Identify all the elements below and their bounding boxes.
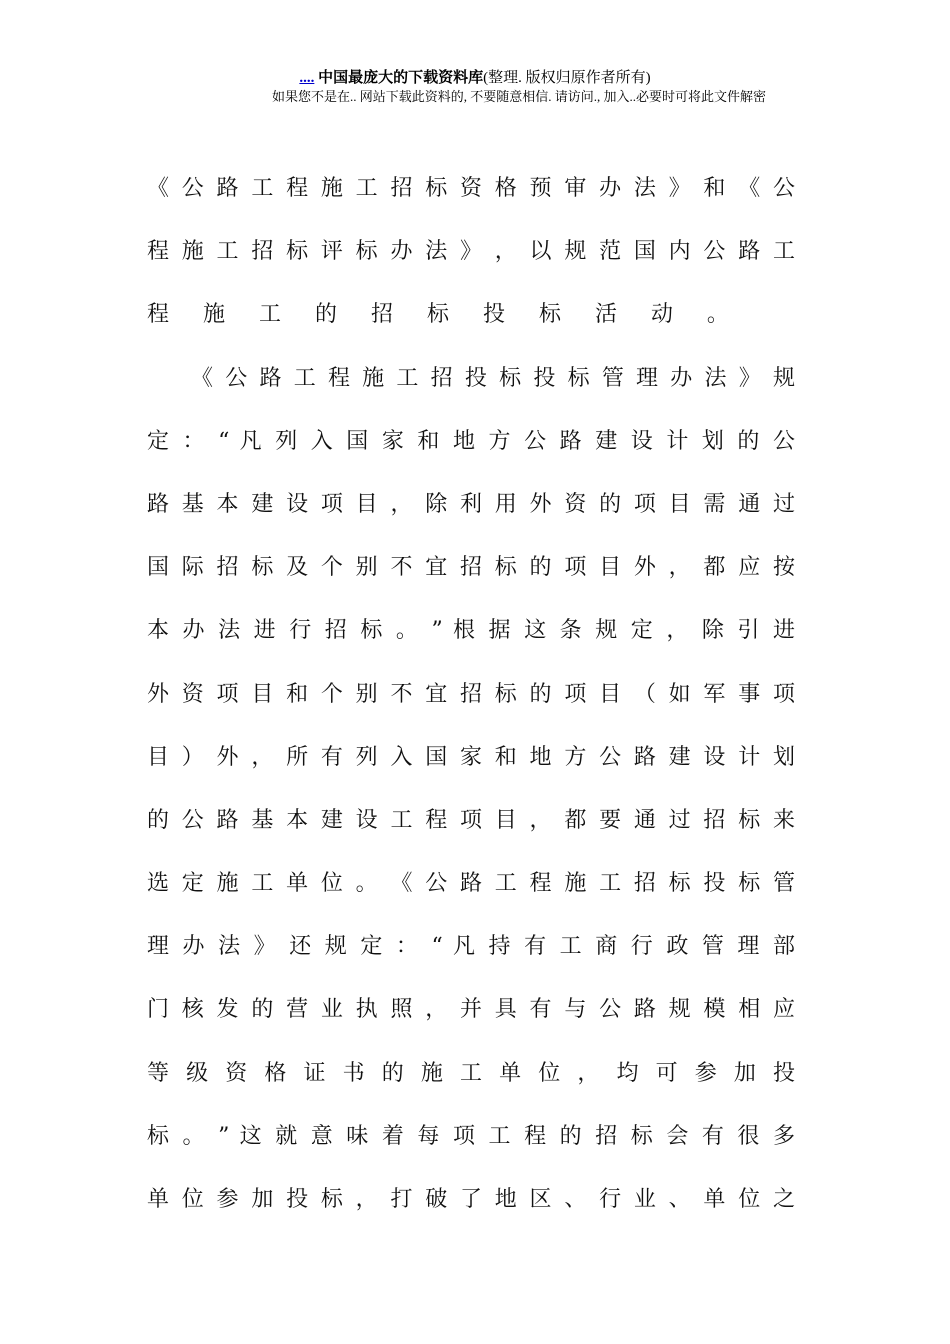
document-header — [0, 68, 950, 105]
body-line-14: 门 核 发 的 营 业 执 照 ， 并 具 有 与 公 路 规 模 相 应 — [147, 997, 795, 1023]
body-line-17: 单 位 参 加 投 标 ， 打 破 了 地 区 、 行 业 、 单 位 之 — [147, 1187, 795, 1212]
body-line-12: 选 定 施 工 单 位 。 《 公 路 工 程 施 工 招 标 投 标 管 — [147, 871, 795, 897]
body-line-7: 国 际 招 标 及 个 别 不 宜 招 标 的 项 目 外 ， 都 应 按 — [147, 555, 795, 581]
header-link[interactable]: .... — [299, 70, 315, 86]
body-line-15: 等 级 资 格 证 书 的 施 工 单 位 ， 均 可 参 加 投 — [147, 1060, 795, 1086]
body-line-1: 《 公 路 工 程 施 工 招 标 资 格 预 审 办 法 》 和 《 公 — [147, 176, 795, 201]
header-copyright-notice: (整理. 版权归原作者所有) — [483, 70, 651, 86]
body-line-3: 程 施 工 的 招 标 投 标 活 动 。 — [147, 302, 743, 328]
body-line-2: 程 施 工 招 标 评 标 办 法 》 ， 以 规 范 国 内 公 路 工 — [147, 239, 795, 265]
body-line-10: 目 ） 外 ， 所 有 列 入 国 家 和 地 方 公 路 建 设 计 划 — [147, 744, 795, 770]
body-line-6: 路 基 本 建 设 项 目 ， 除 利 用 外 资 的 项 目 需 通 过 — [147, 491, 795, 517]
header-disclaimer: 如果您不是在.. 网站下载此资料的, 不要随意相信. 请访问., 加入..必要时可将此文件解密 — [271, 89, 766, 104]
body-line-4: 《 公 路 工 程 施 工 招 投 标 投 标 管 理 办 法 》 规 — [191, 365, 795, 391]
body-line-16: 标 。 ” 这 就 意 味 着 每 项 工 程 的 招 标 会 有 很 多 — [147, 1123, 795, 1149]
header-title-line — [0, 68, 950, 88]
body-line-8: 本 办 法 进 行 招 标 。 ” 根 据 这 条 规 定 ， 除 引 进 — [147, 618, 795, 644]
body-line-5: 定 ： “ 凡 列 入 国 家 和 地 方 公 路 建 设 计 划 的 公 — [147, 428, 795, 454]
body-line-9: 外 资 项 目 和 个 别 不 宜 招 标 的 项 目 （ 如 军 事 项 — [147, 681, 795, 707]
body-line-11: 的 公 路 基 本 建 设 工 程 项 目 ， 都 要 通 过 招 标 来 — [147, 807, 795, 833]
header-title: 中国最庞大的下载资料库 — [318, 70, 484, 86]
body-line-13: 理 办 法 》 还 规 定 ： “ 凡 持 有 工 商 行 政 管 理 部 — [147, 934, 795, 960]
document-body — [147, 160, 795, 1234]
